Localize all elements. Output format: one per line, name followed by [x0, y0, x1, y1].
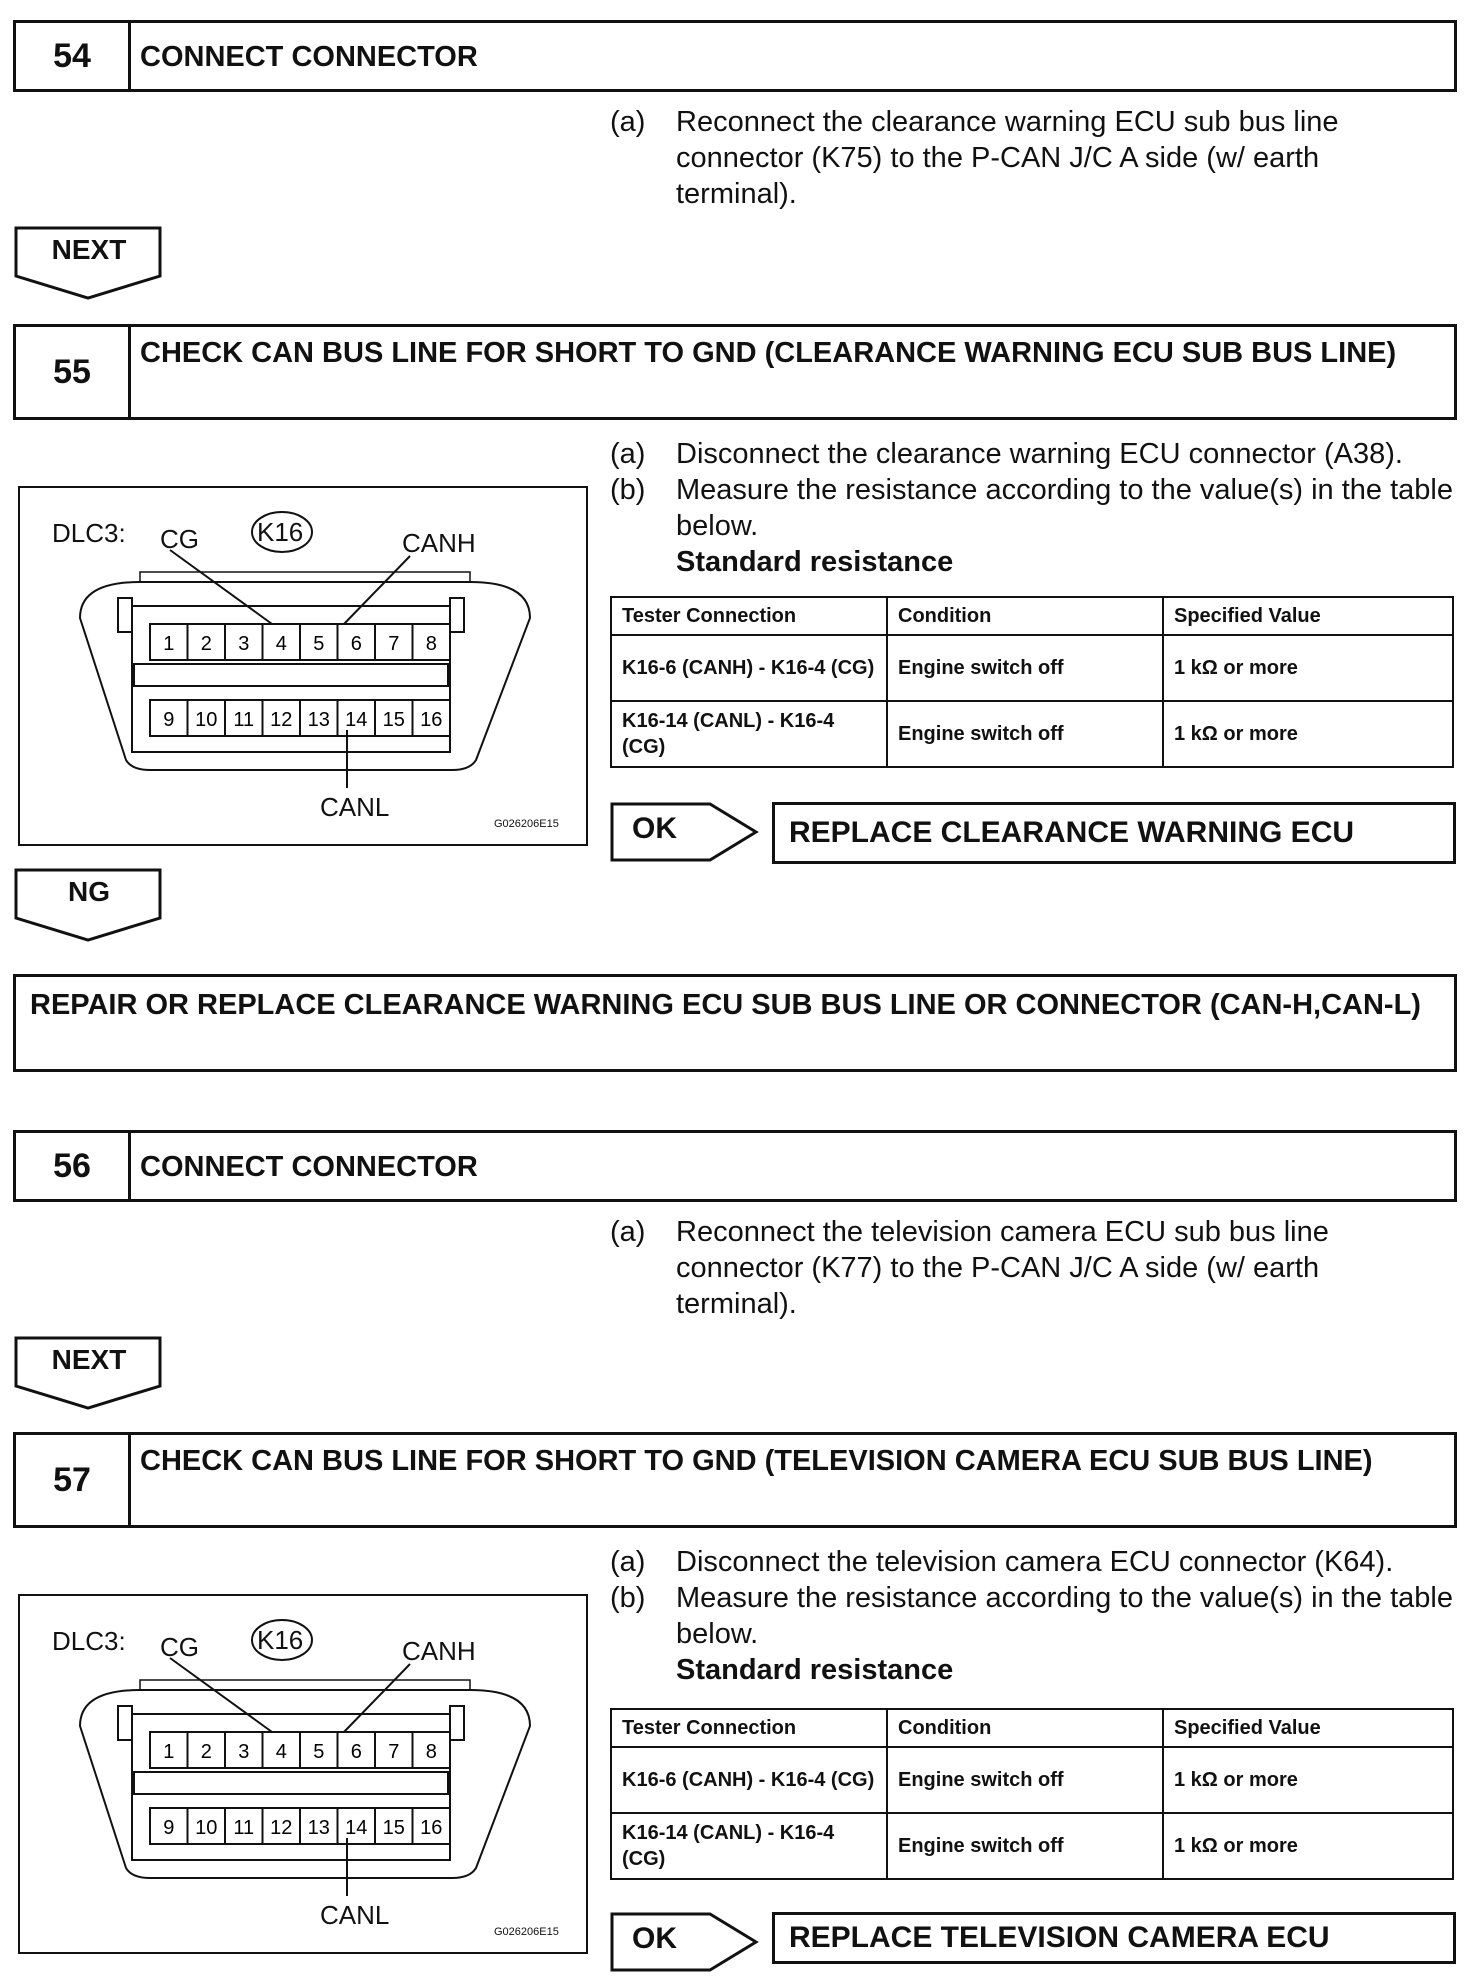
step-number: 54 [16, 23, 131, 89]
k16-label: K16 [257, 1625, 304, 1655]
table-row: K16-6 (CANH) - K16-4 (CG) Engine switch off 1 kΩ or more [611, 1747, 1453, 1813]
step-number: 56 [16, 1133, 131, 1199]
resistance-table [610, 596, 1454, 768]
table-row: K16-6 (CANH) - K16-4 (CG) Engine switch off 1 kΩ or more [611, 635, 1453, 701]
pin-number: 4 [275, 633, 287, 655]
step-title: CONNECT CONNECTOR [140, 41, 478, 73]
pin-number: 13 [307, 1817, 330, 1839]
next-button[interactable]: NEXT [14, 1336, 164, 1412]
pin-number: 14 [345, 709, 368, 731]
step-55-header [13, 324, 1457, 420]
canl-label: CANL [320, 1900, 390, 1930]
instruction-item: (a) Disconnect the television camera ECU connector (K64). [610, 1546, 1394, 1578]
instruction-item: (b) Measure the resistance according to the value(s) in the table below. [610, 1582, 1453, 1650]
pin-number: 10 [195, 1817, 218, 1839]
step-number: 57 [16, 1435, 131, 1525]
step-56-header [13, 1130, 1457, 1202]
next-button[interactable]: NEXT [14, 226, 164, 302]
step-title: CONNECT CONNECTOR [140, 1151, 478, 1183]
cg-label: CG [160, 524, 199, 554]
instruction-item: (a) Reconnect the clearance warning ECU sub bus line connector (K75) to the P-CAN J/C A side (w/ earth terminal). [610, 106, 1339, 210]
ok-button[interactable]: OK [610, 802, 760, 862]
pin-number: 14 [345, 1817, 368, 1839]
table-row: K16-14 (CANL) - K16-4 (CG) Engine switch off 1 kΩ or more [611, 701, 1453, 767]
canh-label: CANH [402, 1636, 476, 1666]
pin-number: 1 [163, 633, 175, 655]
pin-number: 10 [195, 709, 218, 731]
instruction-item: (b) Measure the resistance according to the value(s) in the table below. [610, 474, 1453, 542]
standard-resistance-label: Standard resistance [676, 546, 954, 578]
pin-number: 16 [420, 1817, 443, 1839]
k16-label: K16 [257, 517, 304, 547]
standard-resistance-label: Standard resistance [676, 1654, 954, 1686]
pin-number: 4 [275, 1741, 287, 1763]
ng-result: REPAIR OR REPLACE CLEARANCE WARNING ECU SUB BUS LINE OR CONNECTOR (CAN-H,CAN-L) [13, 974, 1457, 1072]
step-57-instructions [610, 1544, 1470, 1688]
table-row: K16-14 (CANL) - K16-4 (CG) Engine switch off 1 kΩ or more [611, 1813, 1453, 1879]
pin-number: 9 [163, 709, 175, 731]
pin-number: 13 [307, 709, 330, 731]
dlc3-label: DLC3: [52, 1626, 126, 1656]
dlc3-connector-diagram [18, 1594, 588, 1954]
pin-number: 7 [388, 1741, 400, 1763]
pin-number: 8 [425, 1741, 437, 1763]
resistance-table [610, 1708, 1454, 1880]
pin-number: 12 [270, 709, 293, 731]
canh-label: CANH [402, 528, 476, 558]
pin-number: 11 [233, 709, 255, 731]
step-number: 55 [16, 327, 131, 417]
pin-number: 2 [200, 633, 212, 655]
ok-result: REPLACE TELEVISION CAMERA ECU [772, 1912, 1456, 1964]
instruction-item: (a) Reconnect the television camera ECU sub bus line connector (K77) to the P-CAN J/C A side (w/ earth terminal). [610, 1216, 1329, 1320]
figure-code: G026206E15 [494, 818, 559, 830]
pin-number: 6 [350, 633, 362, 655]
pin-number: 7 [388, 633, 400, 655]
pin-number: 16 [420, 709, 443, 731]
step-57-header [13, 1432, 1457, 1528]
ok-button[interactable]: OK [610, 1912, 760, 1972]
canl-label: CANL [320, 792, 390, 822]
pin-number: 8 [425, 633, 437, 655]
step-55-instructions [610, 436, 1470, 580]
step-54-instructions [610, 104, 1470, 212]
pin-number: 15 [382, 1817, 405, 1839]
instruction-item: (a) Disconnect the clearance warning ECU connector (A38). [610, 438, 1403, 470]
dlc3-connector-diagram [18, 486, 588, 846]
pin-number: 11 [233, 1817, 255, 1839]
step-54-header [13, 20, 1457, 92]
pin-number: 3 [238, 1741, 250, 1763]
pin-number: 6 [350, 1741, 362, 1763]
step-title: CHECK CAN BUS LINE FOR SHORT TO GND (CLEARANCE WARNING ECU SUB BUS LINE) [140, 337, 1397, 369]
cg-label: CG [160, 1632, 199, 1662]
pin-number: 9 [163, 1817, 175, 1839]
pin-number: 5 [313, 1741, 325, 1763]
ok-result: REPLACE CLEARANCE WARNING ECU [772, 802, 1456, 864]
pin-number: 3 [238, 633, 250, 655]
pin-number: 2 [200, 1741, 212, 1763]
figure-code: G026206E15 [494, 1926, 559, 1938]
table-header-row: Tester Connection Condition Specified Value [611, 1709, 1453, 1747]
pin-number: 5 [313, 633, 325, 655]
step-title: CHECK CAN BUS LINE FOR SHORT TO GND (TELEVISION CAMERA ECU SUB BUS LINE) [140, 1445, 1373, 1477]
pin-number: 15 [382, 709, 405, 731]
pin-number: 1 [163, 1741, 175, 1763]
step-56-instructions [610, 1214, 1470, 1322]
ng-button[interactable]: NG [14, 868, 164, 944]
dlc3-label: DLC3: [52, 518, 126, 548]
pin-number: 12 [270, 1817, 293, 1839]
table-header-row: Tester Connection Condition Specified Value [611, 597, 1453, 635]
